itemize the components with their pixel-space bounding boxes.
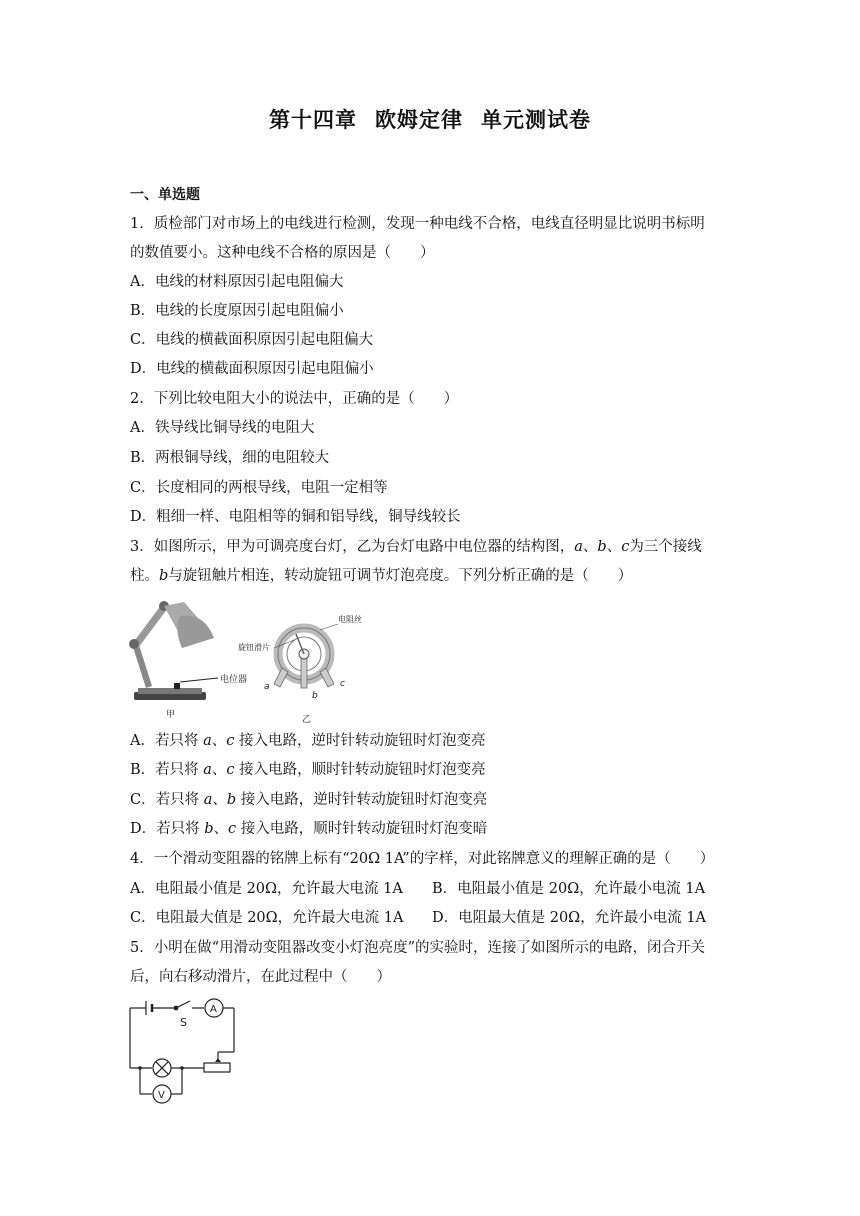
q1-option-a: A．电线的材料原因引起电阻偏大 [130,274,344,290]
q1-option-c: C．电线的横截面积原因引起电阻偏大 [130,332,374,348]
q2-option-c: C．长度相同的两根导线，电阻一定相等 [130,480,388,496]
q2-option-a: A．铁导线比铜导线的电阻大 [130,420,315,436]
q1-stem-line1: 1．质检部门对市场上的电线进行检测，发现一种电线不合格，电线直径明显比说明书标明 [130,216,705,232]
label-yi: 乙 [302,715,312,724]
lamp-potentiometer-figure [124,594,364,724]
page-title [0,104,860,134]
title-chapter: 第十四章 [269,108,357,132]
q3-stem-line2: 柱。b与旋钮触片相连，转动旋钮可调节灯泡亮度。下列分析正确的是（ ） [130,568,633,584]
label-jia: 甲 [166,710,176,720]
ammeter-label: A [210,1004,217,1015]
desk-lamp-illustration [129,601,247,720]
q4-option-b: B．电阻最小值是 20Ω，允许最小电流 1A [432,881,706,897]
section-heading: 一、单选题 [130,187,200,203]
rheostat-symbol [204,1063,230,1072]
circuit-diagram [122,996,242,1108]
q5-stem-line2: 后，向右移动滑片，在此过程中（ ） [130,969,391,985]
q4-option-c: C．电阻最大值是 20Ω，允许最大电流 1A [130,910,404,926]
q3-stem-line1: 3．如图所示，甲为可调亮度台灯，乙为台灯电路中电位器的结构图，a、b、c为三个接线 [130,539,702,555]
q1-option-b: B．电线的长度原因引起电阻偏小 [130,303,344,319]
q2-option-d: D．粗细一样、电阻相等的铜和铝导线，铜导线较长 [130,509,461,525]
switch-blade [176,1001,190,1008]
switch-label: S [180,1016,187,1029]
slider-arrow [215,1058,221,1062]
label-slider: 旋钮滑片 [238,643,270,652]
pin-b-label: b [312,691,318,701]
label-resistance-wire: 电阻丝 [338,615,362,624]
title-type: 单元测试卷 [481,108,591,132]
q2-stem: 2．下列比较电阻大小的说法中，正确的是（ ） [130,391,459,407]
q1-option-d: D．电线的横截面积原因引起电阻偏小 [130,361,374,377]
title-topic: 欧姆定律 [375,108,463,132]
q5-stem-line1: 5．小明在做“用滑动变阻器改变小灯泡亮度”的实验时，连接了如图所示的电路，闭合开关 [130,940,706,956]
pin-a-label: a [264,682,270,692]
potentiometer-diagram [238,614,362,724]
q4-option-d: D．电阻最大值是 20Ω，允许最小电流 1A [432,910,707,926]
q4-stem: 4．一个滑动变阻器的铭牌上标有“20Ω 1A”的字样，对此铭牌意义的理解正确的是（ ） [130,851,715,867]
label-potentiometer: 电位器 [220,675,248,685]
voltmeter-label: V [158,1090,165,1101]
q3-option-c: C．若只将 a、b 接入电路，逆时针转动旋钮时灯泡变亮 [130,792,488,808]
q4-option-a: A．电阻最小值是 20Ω，允许最大电流 1A [130,881,403,897]
q3-option-b: B．若只将 a、c 接入电路，顺时针转动旋钮时灯泡变亮 [130,762,486,778]
q1-stem-line2: 的数值要小。这种电线不合格的原因是（ ） [130,245,435,261]
q3-option-d: D．若只将 b、c 接入电路，顺时针转动旋钮时灯泡变暗 [130,821,488,837]
q3-option-a: A．若只将 a、c 接入电路，逆时针转动旋钮时灯泡变亮 [130,733,486,749]
pin-c-label: c [340,679,345,689]
q2-option-b: B．两根铜导线，细的电阻较大 [130,450,330,466]
